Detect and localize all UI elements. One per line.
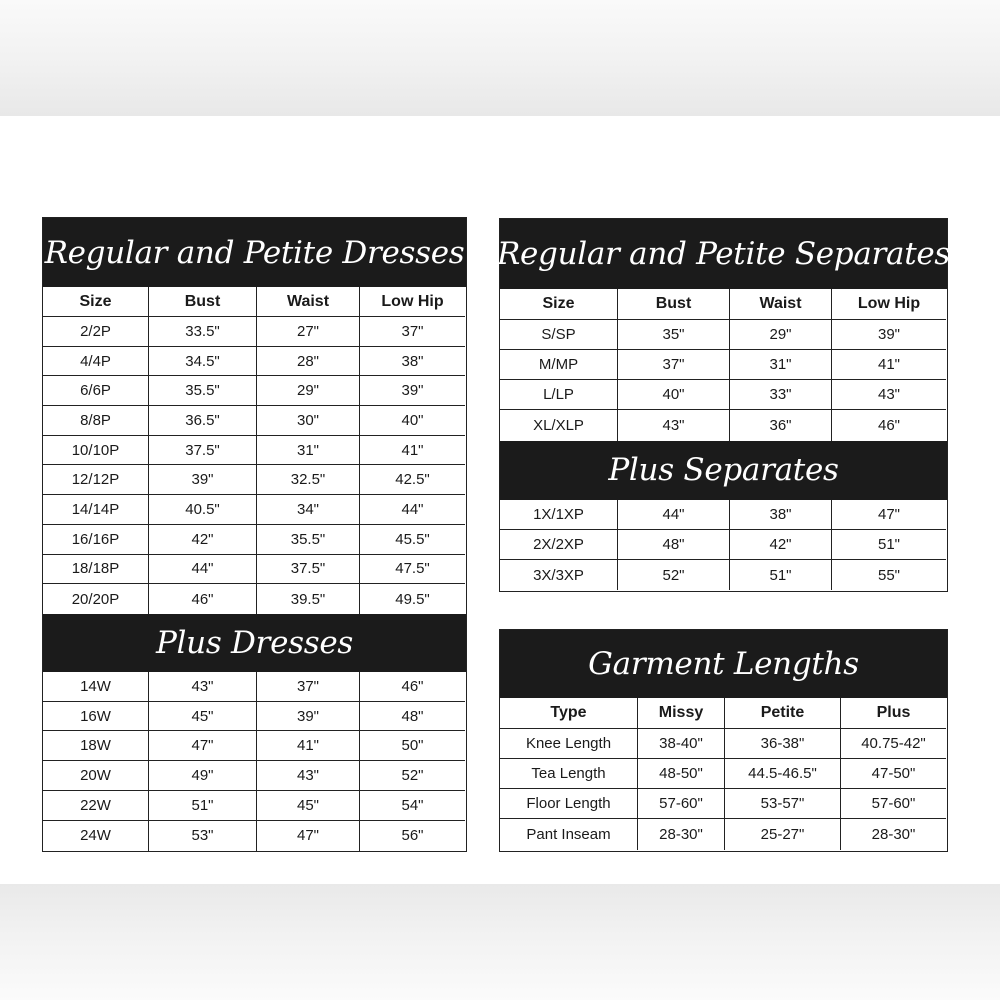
table-cell: 57-60" bbox=[638, 789, 725, 819]
table-cell: 18W bbox=[43, 731, 149, 761]
table-rows bbox=[43, 672, 466, 851]
table-row bbox=[43, 525, 466, 555]
table-row bbox=[43, 761, 466, 791]
table-cell: 41" bbox=[257, 731, 360, 761]
table-rows bbox=[500, 500, 947, 591]
table-row bbox=[43, 731, 466, 761]
table-cell: Low Hip bbox=[832, 289, 946, 320]
table-cell: 54" bbox=[360, 791, 465, 821]
table-cell: 29" bbox=[730, 320, 832, 350]
table-cell: 42" bbox=[149, 525, 257, 555]
table-row bbox=[500, 530, 947, 560]
column-header-row bbox=[43, 287, 466, 317]
table-cell: 37" bbox=[618, 350, 730, 380]
table-cell: 48" bbox=[618, 530, 730, 560]
table-cell: 2X/2XP bbox=[500, 530, 618, 560]
table-cell: Knee Length bbox=[500, 729, 638, 759]
section-title-garment-lengths: Garment Lengths bbox=[500, 630, 947, 698]
table-cell: 37" bbox=[257, 672, 360, 702]
table-cell: 57-60" bbox=[841, 789, 946, 819]
table-cell: 51" bbox=[730, 560, 832, 590]
table-cell: 47-50" bbox=[841, 759, 946, 789]
table-cell: 46" bbox=[877, 417, 900, 435]
table-rows bbox=[43, 287, 466, 614]
table-cell: 16W bbox=[43, 702, 149, 732]
table-cell: Type bbox=[500, 698, 638, 729]
separates-size-chart bbox=[496, 218, 951, 592]
table-row bbox=[43, 495, 466, 525]
table-cell: 35.5" bbox=[149, 376, 257, 406]
table-cell: 45" bbox=[149, 702, 257, 732]
table-cell: 41" bbox=[360, 436, 465, 466]
table-cell: 31" bbox=[257, 436, 360, 466]
section-title-regular-petite-separates: Regular and Petite Separates bbox=[500, 219, 947, 289]
table-cell: 49.5" bbox=[395, 590, 430, 608]
table-cell: 39" bbox=[360, 376, 465, 406]
table-row bbox=[500, 380, 947, 410]
table-cell: 4/4P bbox=[43, 347, 149, 377]
table-cell: 44" bbox=[360, 495, 465, 525]
table-cell: 33" bbox=[730, 380, 832, 410]
table-cell: 29" bbox=[257, 376, 360, 406]
table-cell: 18/18P bbox=[43, 555, 149, 585]
table-cell: 24W bbox=[43, 821, 149, 851]
table-row bbox=[500, 729, 947, 759]
table-cell: 12/12P bbox=[43, 465, 149, 495]
table-cell: 51" bbox=[149, 791, 257, 821]
table-cell: 35" bbox=[618, 320, 730, 350]
table-cell: Size bbox=[43, 287, 149, 317]
table-cell: 34" bbox=[257, 495, 360, 525]
table-cell: L/LP bbox=[500, 380, 618, 410]
table-cell: 53-57" bbox=[725, 789, 841, 819]
table-cell: 47.5" bbox=[360, 555, 465, 585]
table-cell: Petite bbox=[725, 698, 841, 729]
table-cell: 52" bbox=[360, 761, 465, 791]
table-row bbox=[43, 376, 466, 406]
table-cell: 40.75-42" bbox=[841, 729, 946, 759]
top-background-band bbox=[0, 0, 1000, 116]
table-row bbox=[43, 672, 466, 702]
table-cell: Floor Length bbox=[500, 789, 638, 819]
table-cell: 43" bbox=[832, 380, 946, 410]
table-cell: 20/20P bbox=[43, 584, 149, 614]
table-row bbox=[500, 410, 947, 440]
table-cell: 39.5" bbox=[257, 584, 360, 614]
table-cell: 37.5" bbox=[257, 555, 360, 585]
table-cell: 31" bbox=[730, 350, 832, 380]
table-cell: 14W bbox=[43, 672, 149, 702]
table-cell: 50" bbox=[360, 731, 465, 761]
table-cell: 55" bbox=[877, 566, 900, 584]
table-cell: 53" bbox=[149, 821, 257, 851]
table-cell: 46" bbox=[149, 584, 257, 614]
table-cell: Size bbox=[500, 289, 618, 320]
table-cell: 47" bbox=[149, 731, 257, 761]
table-cell: 20W bbox=[43, 761, 149, 791]
table-cell: S/SP bbox=[500, 320, 618, 350]
table-cell: 8/8P bbox=[43, 406, 149, 436]
table-cell: 56" bbox=[401, 827, 424, 845]
table-cell: Missy bbox=[638, 698, 725, 729]
table-cell: 42.5" bbox=[360, 465, 465, 495]
section-title-regular-petite-dresses: Regular and Petite Dresses bbox=[43, 218, 466, 287]
column-header-row bbox=[500, 698, 947, 729]
table-cell: 28-30" bbox=[638, 819, 725, 849]
table-cell: Waist bbox=[257, 287, 360, 317]
table-cell: 40" bbox=[618, 380, 730, 410]
table-cell: 33.5" bbox=[149, 317, 257, 347]
table-cell: 1X/1XP bbox=[500, 500, 618, 530]
section-title-plus-separates: Plus Separates bbox=[500, 441, 947, 500]
table-cell: 14/14P bbox=[43, 495, 149, 525]
table-cell: 48" bbox=[360, 702, 465, 732]
table-row bbox=[500, 500, 947, 530]
table-cell: 38" bbox=[360, 347, 465, 377]
table-cell: 32.5" bbox=[257, 465, 360, 495]
table-row bbox=[43, 317, 466, 347]
section-title-plus-dresses: Plus Dresses bbox=[43, 614, 466, 672]
table-cell: 52" bbox=[618, 560, 730, 590]
table-row bbox=[500, 320, 947, 350]
table-row bbox=[43, 791, 466, 821]
table-cell: 44" bbox=[149, 555, 257, 585]
table-cell: 39" bbox=[832, 320, 946, 350]
table-row bbox=[500, 759, 947, 789]
table-cell: 36.5" bbox=[149, 406, 257, 436]
table-cell: 43" bbox=[618, 410, 730, 440]
table-cell: 39" bbox=[149, 465, 257, 495]
table-row bbox=[43, 406, 466, 436]
table-cell: XL/XLP bbox=[500, 410, 618, 440]
table-row bbox=[500, 789, 947, 819]
table-cell: 38-40" bbox=[638, 729, 725, 759]
table-cell: 41" bbox=[832, 350, 946, 380]
table-cell: 49" bbox=[149, 761, 257, 791]
table-cell: 38" bbox=[730, 500, 832, 530]
table-row bbox=[43, 821, 466, 851]
table-cell: 36" bbox=[730, 410, 832, 440]
table-cell: 6/6P bbox=[43, 376, 149, 406]
table-row bbox=[500, 560, 947, 590]
table-row bbox=[43, 465, 466, 495]
table-cell: Waist bbox=[730, 289, 832, 320]
table-row bbox=[500, 819, 947, 849]
table-cell: 22W bbox=[43, 791, 149, 821]
table-cell: 47" bbox=[832, 500, 946, 530]
table-row bbox=[43, 555, 466, 585]
column-header-row bbox=[500, 289, 947, 320]
garment-lengths-chart bbox=[499, 629, 948, 852]
table-cell: 2/2P bbox=[43, 317, 149, 347]
table-cell: 48-50" bbox=[638, 759, 725, 789]
table-cell: 43" bbox=[257, 761, 360, 791]
table-cell: 10/10P bbox=[43, 436, 149, 466]
dresses-size-chart bbox=[42, 217, 467, 852]
table-cell: 39" bbox=[257, 702, 360, 732]
table-cell: 45" bbox=[257, 791, 360, 821]
table-cell: 16/16P bbox=[43, 525, 149, 555]
bottom-background-band bbox=[0, 884, 1000, 1000]
table-rows bbox=[500, 289, 947, 441]
table-cell: 51" bbox=[832, 530, 946, 560]
table-cell: Plus bbox=[841, 698, 946, 729]
table-cell: 25-27" bbox=[725, 819, 841, 849]
table-row bbox=[43, 347, 466, 377]
table-cell: 36-38" bbox=[725, 729, 841, 759]
table-cell: 40" bbox=[360, 406, 465, 436]
table-cell: 27" bbox=[257, 317, 360, 347]
table-cell: 44.5-46.5" bbox=[725, 759, 841, 789]
table-cell: 47" bbox=[257, 821, 360, 851]
table-cell: 46" bbox=[360, 672, 465, 702]
table-cell: 37.5" bbox=[149, 436, 257, 466]
table-cell: 42" bbox=[730, 530, 832, 560]
table-row bbox=[43, 436, 466, 466]
table-cell: Pant Inseam bbox=[500, 819, 638, 849]
table-cell: 34.5" bbox=[149, 347, 257, 377]
table-cell: 40.5" bbox=[149, 495, 257, 525]
table-row bbox=[500, 350, 947, 380]
table-cell: Bust bbox=[149, 287, 257, 317]
table-cell: 30" bbox=[257, 406, 360, 436]
table-cell: 35.5" bbox=[257, 525, 360, 555]
table-cell: 3X/3XP bbox=[500, 560, 618, 590]
table-cell: 44" bbox=[618, 500, 730, 530]
table-cell: Low Hip bbox=[360, 287, 465, 317]
table-cell: 43" bbox=[149, 672, 257, 702]
table-cell: 28-30" bbox=[871, 826, 916, 844]
table-cell: M/MP bbox=[500, 350, 618, 380]
table-cell: 28" bbox=[257, 347, 360, 377]
table-cell: 37" bbox=[360, 317, 465, 347]
table-cell: 45.5" bbox=[360, 525, 465, 555]
table-cell: Bust bbox=[618, 289, 730, 320]
table-cell: Tea Length bbox=[500, 759, 638, 789]
table-row bbox=[43, 584, 466, 614]
table-row bbox=[43, 702, 466, 732]
table-rows bbox=[500, 698, 947, 850]
